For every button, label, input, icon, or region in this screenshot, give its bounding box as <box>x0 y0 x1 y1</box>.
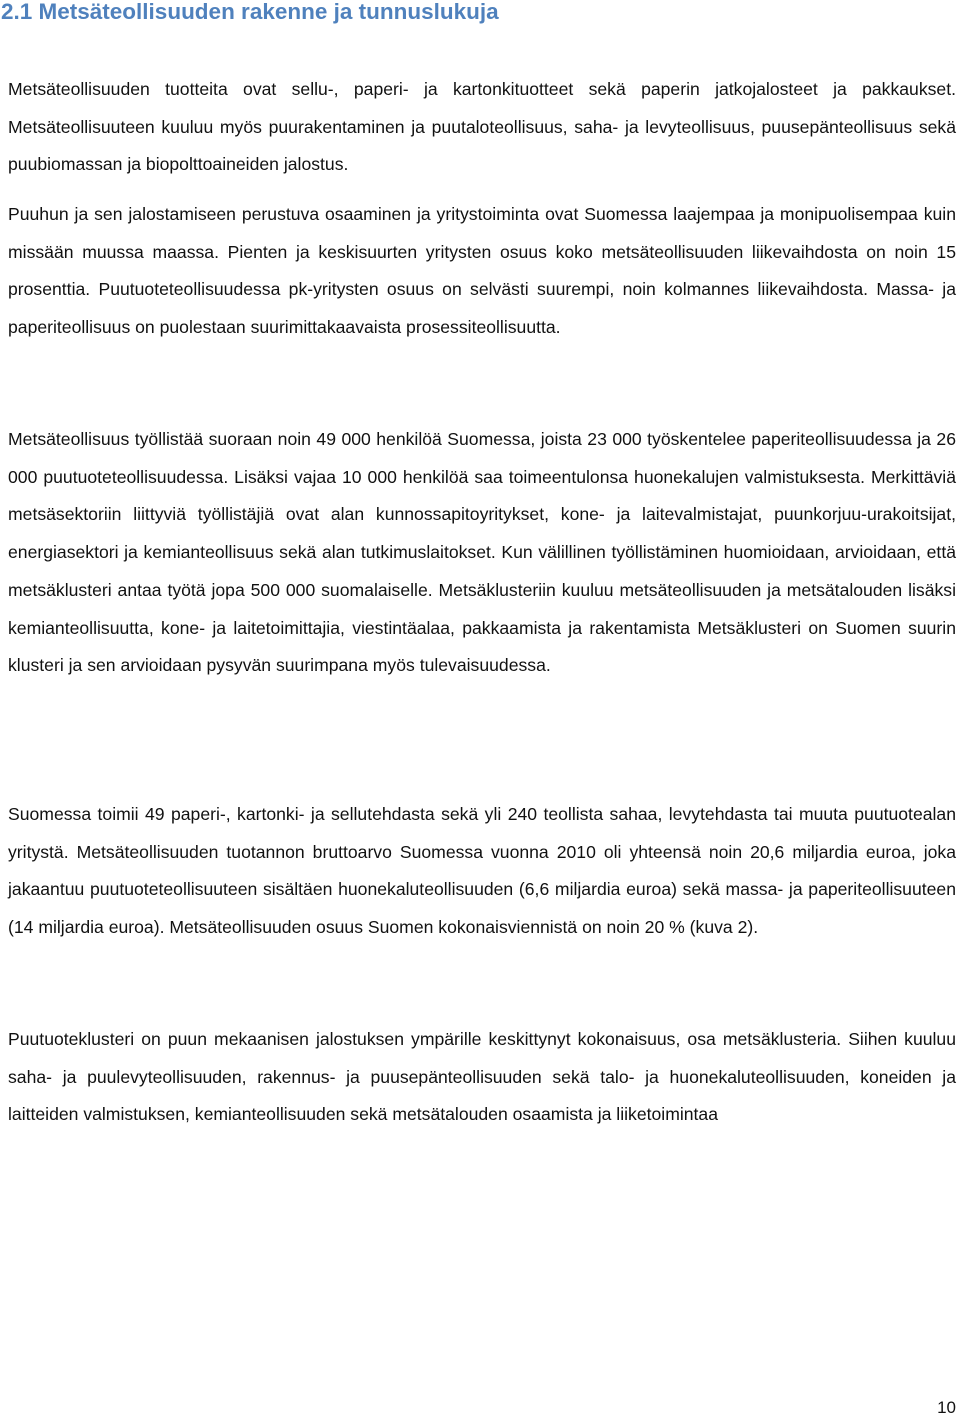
paragraph-employment: Metsäteollisuus työllistää suoraan noin 49 000 henkilöä Suomessa, joista 23 000 työskentelee paperiteollisuudessa ja 26 000 puutuoteteollisuudessa. Lisäksi vajaa 10 000 henkilöä saa toimeentulonsa huonekalujen valmistuksesta. Merkittäviä metsäsektoriin liittyviä työllistäjiä ovat alan kunnossapitoyritykset, kone- ja laitevalmistajat, puunkorjuu-urakoitsijat, energiasektori ja kemianteollisuus sekä alan tutkimuslaitokset. Kun välillinen työllistäminen huomioidaan, arvioidaan, että metsäklusteri antaa työtä jopa 500 000 suomalaiselle. Metsäklusteriin kuuluu metsäteollisuuden ja metsätalouden lisäksi kemianteollisuutta, kone- ja laitetoimittajia, viestintäalaa, pakkaamista ja rakentamista Metsäklusteri on Suomen suurin klusteri ja sen arvioidaan pysyvän suurimpana myös tulevaisuudessa. <box>8 429 956 676</box>
paragraph-production: Suomessa toimii 49 paperi-, kartonki- ja sellutehdasta sekä yli 240 teollista sahaa, levytehdasta tai muuta puutuotealan yritystä. Metsäteollisuuden tuotannon bruttoarvo Suomessa vuonna 2010 oli yhteensä noin 20,6 miljardia euroa, joka jakaantuu puutuoteteollisuuteen sisältäen huonekaluteollisuuden (6,6 miljardia euroa) sekä massa- ja paperiteollisuuteen (14 miljardia euroa). Metsäteollisuuden osuus Suomen kokonaisviennistä on noin 20 % (kuva 2). <box>8 804 956 938</box>
paragraph-products: Metsäteollisuuden tuotteita ovat sellu-, paperi- ja kartonkituotteet sekä paperin jatkojalosteet ja pakkaukset. Metsäteollisuuteen kuuluu myös puurakentaminen ja puutaloteollisuus, saha- ja levyteollisuus, puusepänteollisuus sekä puubiomassan ja biopolttoaineiden jalostus. <box>8 79 956 175</box>
page-number: 10 <box>937 1398 956 1417</box>
paragraph-wood-products-cluster: Puutuoteklusteri on puun mekaanisen jalostuksen ympärille keskittynyt kokonaisuus, osa metsäklusteria. Siihen kuuluu saha- ja puulevyteollisuuden, rakennus- ja puusepänteollisuuden sekä talo- ja huonekaluteollisuuden, koneiden ja laitteiden valmistuksen, kemianteollisuuden sekä metsätalouden osaamista ja liiketoimintaa <box>8 1029 956 1125</box>
section-heading: 2.1 Metsäteollisuuden rakenne ja tunnuslukuja <box>1 0 499 24</box>
paragraph-expertise: Puuhun ja sen jalostamiseen perustuva osaaminen ja yritystoiminta ovat Suomessa laajempaa ja monipuolisempaa kuin missään muussa maassa. Pienten ja keskisuurten yritysten osuus koko metsäteollisuuden liikevaihdosta on noin 15 prosenttia. Puutuoteteollisuudessa pk-yritysten osuus on selvästi suurempi, noin kolmannes liikevaihdosta. Massa- ja paperiteollisuus on puolestaan suurimittakaavaista prosessiteollisuutta. <box>8 204 956 338</box>
